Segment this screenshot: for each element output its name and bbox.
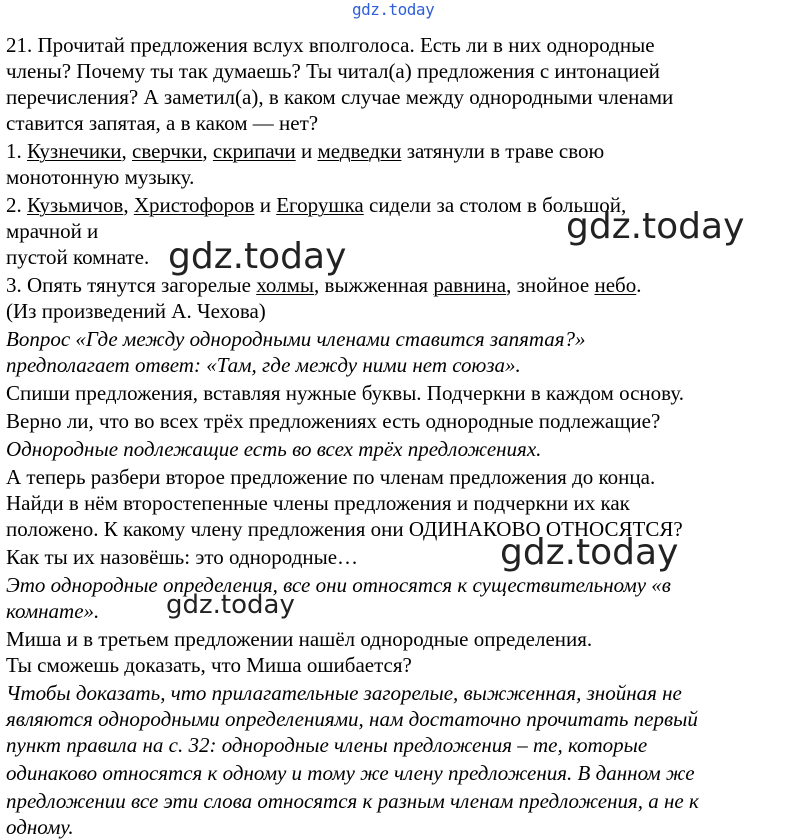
task-line-2: члены? Почему ты так думаешь? Ты читал(а) предложения с интонацией (6, 59, 660, 83)
task-line-4: ставится запятая, а в каком — нет? (6, 111, 319, 135)
watermark-4: gdz.today (166, 590, 295, 620)
sentence-2-cont-1: мрачной и (6, 219, 99, 243)
subject-kuzmichov: Кузьмичов (27, 193, 124, 217)
task-3-line-2: Найди в нём второстепенные члены предложения и подчеркни их как (6, 491, 630, 515)
subject-medvedki: медведки (317, 139, 402, 163)
answer-4-line-4: одинаково относятся к одному и тому же члену предложения. В данном же (6, 761, 695, 785)
answer-1-line-1: Вопрос «Где между однородными членами ставится запятая?» (6, 327, 586, 351)
subject-sverchki: сверчки (132, 139, 203, 163)
answer-3-line-1: Это однородные определения, все они относятся к существительному «в (6, 573, 671, 597)
answer-4-line-1: Чтобы доказать, что прилагательные загорелые, выжженная, знойная не (6, 681, 682, 705)
task-line-1: 21. Прочитай предложения вслух вполголоса. Есть ли в них однородные (6, 33, 655, 57)
sentence-3: 3. Опять тянутся загорелые холмы, выжженная равнина, знойное небо. (6, 273, 642, 297)
subject-kholmy: холмы (256, 273, 315, 297)
task-3-line-4: Как ты их назовёшь: это однородные… (6, 545, 359, 569)
worksheet-page (6, 4, 802, 839)
answer-4-line-5: предложении все эти слова относятся к разным членам предложения, а не к (6, 789, 699, 813)
task-4-line-1: Миша и в третьем предложении нашёл однородные определения. (6, 627, 593, 651)
watermark-top: gdz.today (352, 0, 435, 19)
answer-4-line-2: являются однородными определениями, нам достаточно прочитать первый (6, 707, 698, 731)
task-2-line-2: Верно ли, что во всех трёх предложениях есть однородные подлежащие? (6, 409, 661, 433)
sentence-1: 1. Кузнечики, сверчки, скрипачи и медведки затянули в траве свою (6, 139, 605, 163)
task-4-line-2: Ты сможешь доказать, что Миша ошибается? (6, 653, 412, 677)
sentence-2: 2. Кузьмичов, Христофоров и Егорушка сидели за столом в большой, (6, 193, 627, 217)
answer-1-line-2: предполагает ответ: «Там, где между ними нет союза». (6, 353, 521, 377)
sentence-2-cont-2: пустой комнате. (6, 245, 150, 269)
source-line: (Из произведений А. Чехова) (6, 299, 266, 323)
subject-skripachi: скрипачи (212, 139, 296, 163)
subject-khristoforov: Христофоров (133, 193, 255, 217)
answer-4-line-3: пункт правила на с. 32: однородные члены предложения – те, которые (6, 733, 648, 757)
watermark-1: gdz.today (566, 206, 745, 247)
answer-3-line-2: комнате». (6, 599, 100, 623)
watermark-2: gdz.today (168, 236, 347, 277)
task-line-3: перечисления? А заметил(а), в каком случае между однородными членами (6, 85, 674, 109)
subject-kuznechiki: Кузнечики (27, 139, 122, 163)
watermark-3: gdz.today (500, 532, 679, 573)
task-2-line-1: Спиши предложения, вставляя нужные буквы. Подчеркни в каждом основу. (6, 381, 684, 405)
task-3-line-3: положено. К какому члену предложения они ОДИНАКОВО ОТНОСЯТСЯ? (6, 517, 683, 541)
subject-nebo: небо (594, 273, 637, 297)
answer-2: Однородные подлежащие есть во всех трёх предложениях. (6, 437, 542, 461)
sentence-1-cont: монотонную музыку. (6, 165, 195, 189)
task-3-line-1: А теперь разбери второе предложение по членам предложения до конца. (6, 465, 656, 489)
answer-4-line-6: одному. (6, 815, 74, 839)
subject-ravnina: равнина (433, 273, 507, 297)
subject-egorushka: Егорушка (276, 193, 364, 217)
